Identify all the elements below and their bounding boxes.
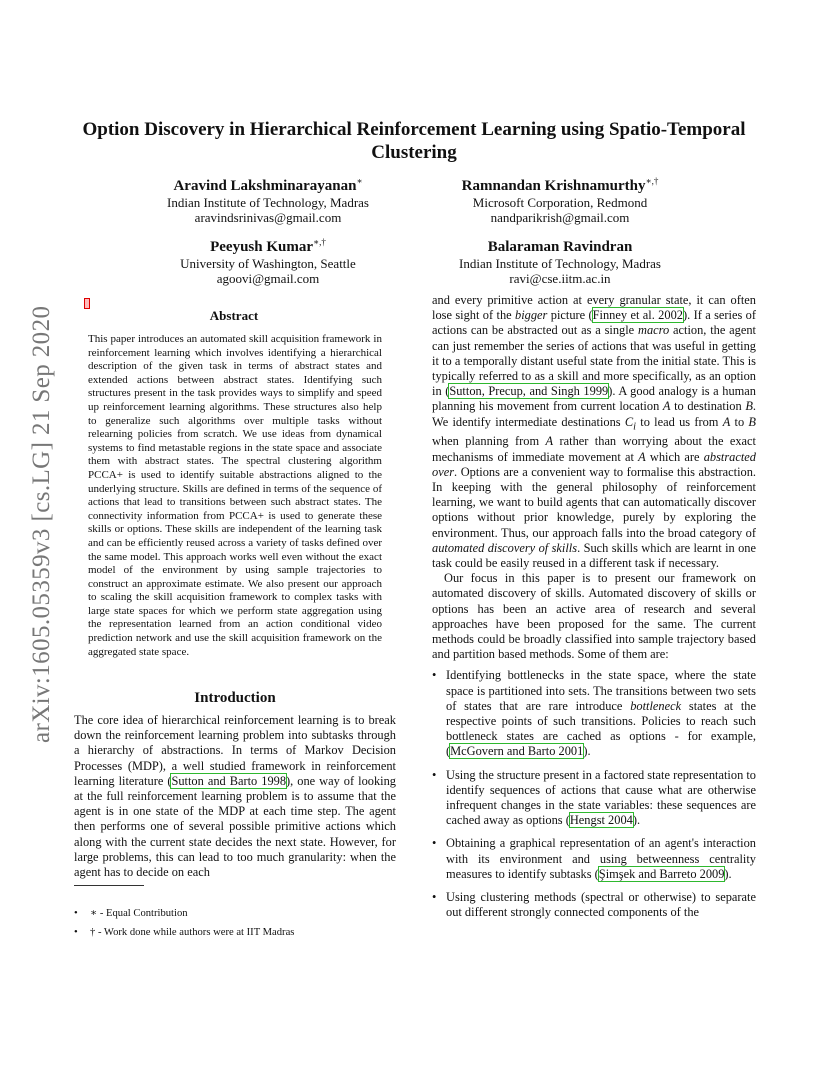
list-item: • Using clustering methods (spectral or otherwise) to separate out different strongly connected components of the xyxy=(432,890,756,920)
author-block xyxy=(422,233,698,286)
citation-link[interactable]: Hengst 2004 xyxy=(569,813,633,828)
method-list xyxy=(432,668,756,920)
citation-link[interactable]: Şimşek and Barreto 2009 xyxy=(598,866,725,881)
author-affiliation: Microsoft Corporation, Redmond xyxy=(472,195,648,210)
author-block xyxy=(422,172,698,225)
right-column xyxy=(432,293,756,928)
body-paragraph: and every primitive action at every granular state, it can often lose sight of the bigger picture (Finney et al. 2002). If a series of actions can be abstracted out as a single macro action, the agent can just remember the series of actions that was useful in getting it to a temporally distant useful state from the initial state. This is typically referred to as a skill and more specifically, as an option in (Sutton, Precup, and Singh 1999). A good analogy is a human planning his movement from current location A to destination B. We identify intermediate destinations $C_i$ to lead us from A to B when planning from A rather than worrying about the exact mechanisms of immediate movement at A which are abstracted over. Options are a convenient way to formalise this abstraction. In keeping with the general philosophy of reinforcement learning, we want to build agents that can automatically discover options without prior knowledge, purely by exploring the environment. Thus, our approach falls into the broad category of automated discovery of skills. Such skills which are learnt in one task could be easily reused in a different task if necessary. xyxy=(432,293,757,570)
author-affiliation: Indian Institute of Technology, Madras xyxy=(167,195,369,210)
citation-link[interactable]: McGovern and Barto 2001 xyxy=(450,744,584,759)
footnote: • ∗ - Equal Contribution xyxy=(74,908,188,919)
paper-title: Option Discovery in Hierarchical Reinforcement Learning using Spatio-Temporal Clustering xyxy=(82,119,746,163)
author-block xyxy=(130,172,406,225)
author-email[interactable]: nandparikrish@gmail.com xyxy=(490,210,630,225)
author-email[interactable]: agoovi@gmail.com xyxy=(216,271,320,286)
body-paragraph: Our focus in this paper is to present our framework on automated discovery of skills. Automated discovery of skills or options has been an active area of research and several approaches have been proposed for the same. The current methods could be broadly classified into sample trajectory based and partition based methods. Some of them are: xyxy=(432,571,756,662)
intro-paragraph: The core idea of hierarchical reinforcement learning is to break down the reinforcement learning problem into subtasks through a hierarchy of abstractions. In terms of Markov Decision Processes (MDP), a well studied framework in reinforcement learning literature (Sutton and Barto 1998), one way of looking at the full reinforcement learning problem is to assume that the agent is in one state of the MDP at each time step. The agent then performs one of several possible primitive actions which along with the current state decides the next state. However, for large problems, this can lead to too much granularity: when the agent has to decide on each xyxy=(74,713,396,880)
list-item: • Identifying bottlenecks in the state space, where the state space is partitioned into sets. The transitions between two sets of states that are rare introduce bottleneck states at the respective points of such transitions. Policies to reach such bottleneck states are cached as options - for example, (McGovern and Barto 2001). xyxy=(432,668,756,759)
footnote-rule xyxy=(74,885,144,886)
footnote: • † - Work done while authors were at IIT Madras xyxy=(74,927,295,938)
list-item: • Obtaining a graphical representation of an agent's interaction with its environment and using betweenness centrality measures to identify subtasks (Şimşek and Barreto 2009). xyxy=(432,836,756,882)
citation-link[interactable]: Sutton, Precup, and Singh 1999 xyxy=(449,384,609,399)
author-affiliation: Indian Institute of Technology, Madras xyxy=(459,256,661,271)
author-email[interactable]: aravindsrinivas@gmail.com xyxy=(194,210,342,225)
author-name: Aravind Lakshminarayanan∗ xyxy=(173,176,363,194)
arxiv-identifier[interactable]: arXiv:1605.05359v3 [cs.LG] 21 Sep 2020 xyxy=(28,305,55,743)
list-item: • Using the structure present in a factored state representation to identify sequences of actions that cause what are otherwise infrequent changes in the state variables: these sequences are cached away as options (Hengst 2004). xyxy=(432,768,756,829)
abstract-heading: Abstract xyxy=(209,308,259,323)
introduction-heading: Introduction xyxy=(194,690,276,706)
citation-link[interactable]: Sutton and Barto 1998 xyxy=(171,773,287,788)
abstract-text: This paper introduces an automated skill acquisition framework in reinforcement learning which involves identifying a hierarchical description of the given task in terms of abstract states and extended actions between abstract states. Identifying such structures present in the task provides ways to simplify and speed up reinforcement learning algorithms. These structures also help to generalize such algorithms over multiple tasks without relearning policies from scratch. We use ideas from dynamical systems to find metastable regions in the state space and associate them with abstract states. The spectral clustering algorithm PCCA+ is used to identify suitable abstractions aligned to the underlying structure. Skills are defined in terms of the sequence of actions that lead to transitions between such abstract states. The connectivity information from PCCA+ is used to generate these skills or options. These skills are independent of the learning task and can be efficiently reused across a variety of tasks defined over the same model. This approach works well even without the exact model of the environment by using sample trajectories to construct an approximate estimate. We also present our approach to scaling the skill acquisition framework to complex tasks with large state spaces for which we perform state aggregation using the representation learned from an action conditional video prediction network and use the skill acquisition framework on the aggregated state space. xyxy=(88,333,382,658)
citation-link[interactable]: Finney et al. 2002 xyxy=(592,308,683,323)
author-affiliation: University of Washington, Seattle xyxy=(180,256,356,271)
author-name: Peeyush Kumar∗,† xyxy=(210,237,326,255)
author-name: Ramnandan Krishnamurthy∗,† xyxy=(461,176,659,194)
author-block xyxy=(130,233,406,286)
author-email[interactable]: ravi@cse.iitm.ac.in xyxy=(509,271,611,286)
author-name: Balaraman Ravindran xyxy=(487,239,633,255)
